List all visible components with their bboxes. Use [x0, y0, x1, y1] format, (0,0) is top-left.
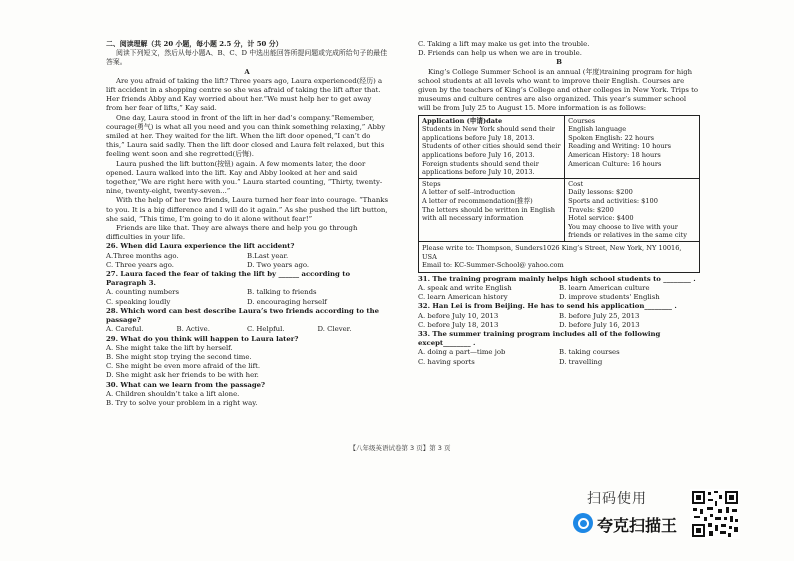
option-a[interactable]: A. doing a part—time job	[418, 348, 506, 357]
application-cell	[419, 115, 565, 178]
scanner-watermark	[573, 488, 683, 548]
passage-a-paragraph: With the help of her two friends, Laura turned her fear into courage. “Thanks to you. It is a big difference and I will do it again.” As she pushed the lift button, she said, “This time, I’m going to do it alone without fear!”	[106, 196, 388, 223]
course-line: English language	[568, 125, 627, 134]
contact-cell	[419, 241, 700, 272]
question-28	[106, 307, 388, 335]
option-d[interactable]: D. Clever.	[317, 325, 352, 334]
option-b[interactable]: B. Active.	[176, 325, 210, 334]
option-c[interactable]: C. Three years ago.	[106, 260, 174, 269]
course-line: American History: 18 hours	[568, 151, 661, 159]
course-line: American Culture: 16 hours	[568, 159, 662, 168]
cost-line: Travels: $200	[568, 205, 614, 214]
option-d[interactable]: D. Friends can help us when we are in trouble.	[418, 49, 582, 58]
scan-to-use-text: 扫码使用	[587, 491, 647, 507]
option-d[interactable]: D. travelling	[559, 357, 603, 366]
question-33	[418, 330, 700, 367]
page-footer: 【八年级英语试卷第 3 页】第 3 页	[349, 444, 451, 452]
option-c[interactable]: C. before July 18, 2013	[418, 320, 499, 329]
option-c[interactable]: C. speaking loudly	[106, 297, 171, 306]
option-b[interactable]: B. talking to friends	[247, 288, 317, 297]
option-d[interactable]: D. Two years ago.	[247, 260, 310, 269]
passage-a-paragraph: One day, Laura stood in front of the lift in her dad’s company.“Remember, courage(勇气) is what all you need and you can think something relaxing,” Abby smiled at her. They waited for the lift. When the lift door opened,“I can’t do this,” Laura said sadly. Then the lift door closed and Laura felt relaxed, but this feeling went soon and she regretted(后悔).	[106, 113, 386, 159]
application-title: Application (申请)date	[422, 116, 503, 125]
step-line: The letters should be written in English with all necessary information	[422, 205, 556, 223]
brand-name: 夸克扫描王	[597, 516, 678, 535]
step-line: A letter of recommendation(推荐)	[422, 196, 533, 205]
passage-b-paragraph: King’s College Summer School is an annual (年度)training program for high school students at all levels who want to improve their English. Courses are given by the teachers of King’s College and other colleges in New York. Trips to museums and culture centres are also organized. This year’s summer school will be from July 25 to August 15. More information is as follows:	[418, 67, 699, 113]
option-b[interactable]: B. before July 25, 2013	[559, 311, 640, 320]
question-stem: 26. When did Laura experience the lift accident?	[106, 242, 295, 251]
option-d[interactable]: D. encouraging herself	[247, 297, 327, 306]
info-table	[418, 115, 700, 273]
question-26	[106, 242, 388, 270]
cost-line: You may choose to live with your friends or relatives in the same city	[568, 222, 687, 240]
steps-title: Steps	[422, 179, 441, 188]
option-c[interactable]: C. Taking a lift may make us get into the trouble.	[418, 40, 590, 48]
cost-title: Cost	[568, 179, 584, 188]
question-stem: 27. Laura faced the fear of taking the lift by ______ according to Paragraph 3.	[106, 270, 351, 288]
passage-a-label: A	[244, 67, 250, 76]
courses-cell	[565, 115, 700, 178]
step-line: A letter of self--introduction	[422, 188, 516, 197]
right-column	[418, 40, 700, 367]
option-a[interactable]: A. She might take the lift by herself.	[106, 343, 233, 352]
question-stem: 32. Han Lei is from Beijing. He has to send his application________ .	[418, 302, 677, 311]
option-a[interactable]: A. before July 10, 2013	[418, 311, 499, 320]
qr-code-icon[interactable]	[690, 489, 740, 539]
question-stem: 28. Which word can best describe Laura’s two friends according to the passage?	[106, 306, 379, 325]
option-c[interactable]: C. learn American history	[418, 293, 508, 302]
question-29	[106, 335, 388, 381]
passage-a-paragraph: Laura pushed the lift button(按钮) again. A few moments later, the door opened. Laura walked into the lift. Kay and Abby looked at her and said together,“We are right here with you.” Laura started counting, “Thirty, twenty-nine, twenty-eight, twenty-seven...”	[106, 159, 383, 196]
contact-address: Please write to: Thompson, Sunders1026 King’s Street, New York, NY 10016, USA	[422, 243, 682, 261]
question-32	[418, 302, 700, 330]
instructions: 阅读下列短文，然后从每小题A、B、C、D 中选出能回答所提问题或完成所给句子的最佳答案。	[106, 49, 388, 67]
course-line: Reading and Writing: 10 hours	[568, 142, 672, 151]
contact-email: Email to: KC-Summer-School@ yahoo.com	[422, 261, 564, 270]
option-c[interactable]: C. Helpful.	[247, 325, 285, 334]
question-stem: 31. The training program mainly helps high school students to ________ .	[418, 274, 696, 283]
question-stem: 33. The summer training program includes all of the following except________ .	[418, 329, 661, 348]
option-d[interactable]: D. improve students' English	[559, 293, 660, 302]
passage-a-paragraph: Are you afraid of taking the lift? Three years ago, Laura experienced(经历) a lift accident in a shopping centre so she was afraid of taking the lift after that. Her friends Abby and Kay worried about her.“We must help her to get away from her fear of lifts,” Kay said.	[106, 76, 383, 113]
option-a[interactable]: A. counting numbers	[106, 288, 179, 297]
question-31	[418, 275, 700, 303]
cost-line: Daily lessons: $200	[568, 188, 633, 197]
option-a[interactable]: A. Children shouldn’t take a lift alone.	[106, 389, 240, 398]
application-line: Students in New York should send their applications before July 18, 2013.	[422, 125, 555, 142]
courses-title: Courses	[568, 116, 596, 125]
application-line: Students of other cities should send their applications before July 16, 2013.	[422, 142, 561, 159]
application-line: Foreign students should send their applications before July 10, 2013.	[422, 159, 539, 177]
passage-a-paragraph: Friends are like that. They are always there and help you go through difficulties in your life.	[106, 224, 358, 242]
passage-b-label: B	[556, 58, 562, 67]
course-line: Spoken English: 22 hours	[568, 133, 654, 142]
option-b[interactable]: B. Try to solve your problem in a right way.	[106, 398, 258, 407]
option-b[interactable]: B. She might stop trying the second time.	[106, 352, 252, 361]
option-b[interactable]: B. taking courses	[559, 348, 620, 357]
cost-line: Sports and activities: $100	[568, 196, 658, 205]
question-27	[106, 270, 388, 307]
option-c[interactable]: C. She might be even more afraid of the lift.	[106, 362, 261, 371]
option-a[interactable]: A. speak and write English	[418, 283, 512, 292]
section-heading: 二、阅读理解（共 20 小题，每小题 2.5 分，计 50 分）	[106, 40, 283, 48]
cost-line: Hotel service: $400	[568, 214, 634, 223]
option-d[interactable]: D. She might ask her friends to be with her.	[106, 371, 259, 380]
option-b[interactable]: B.Last year.	[247, 251, 289, 260]
option-c[interactable]: C. having sports	[418, 357, 475, 366]
option-b[interactable]: B. learn American culture	[559, 283, 650, 292]
option-a[interactable]: A.Three months ago.	[106, 251, 179, 260]
question-stem: 30. What can we learn from the passage?	[106, 380, 266, 389]
left-column	[106, 40, 388, 408]
option-a[interactable]: A. Careful.	[106, 325, 144, 334]
steps-cell	[419, 178, 565, 241]
cost-cell	[565, 178, 700, 241]
question-30	[106, 381, 388, 409]
option-d[interactable]: D. before July 16, 2013	[559, 320, 640, 329]
quark-logo-icon	[573, 513, 593, 533]
question-stem: 29. What do you think will happen to Laura later?	[106, 334, 299, 343]
